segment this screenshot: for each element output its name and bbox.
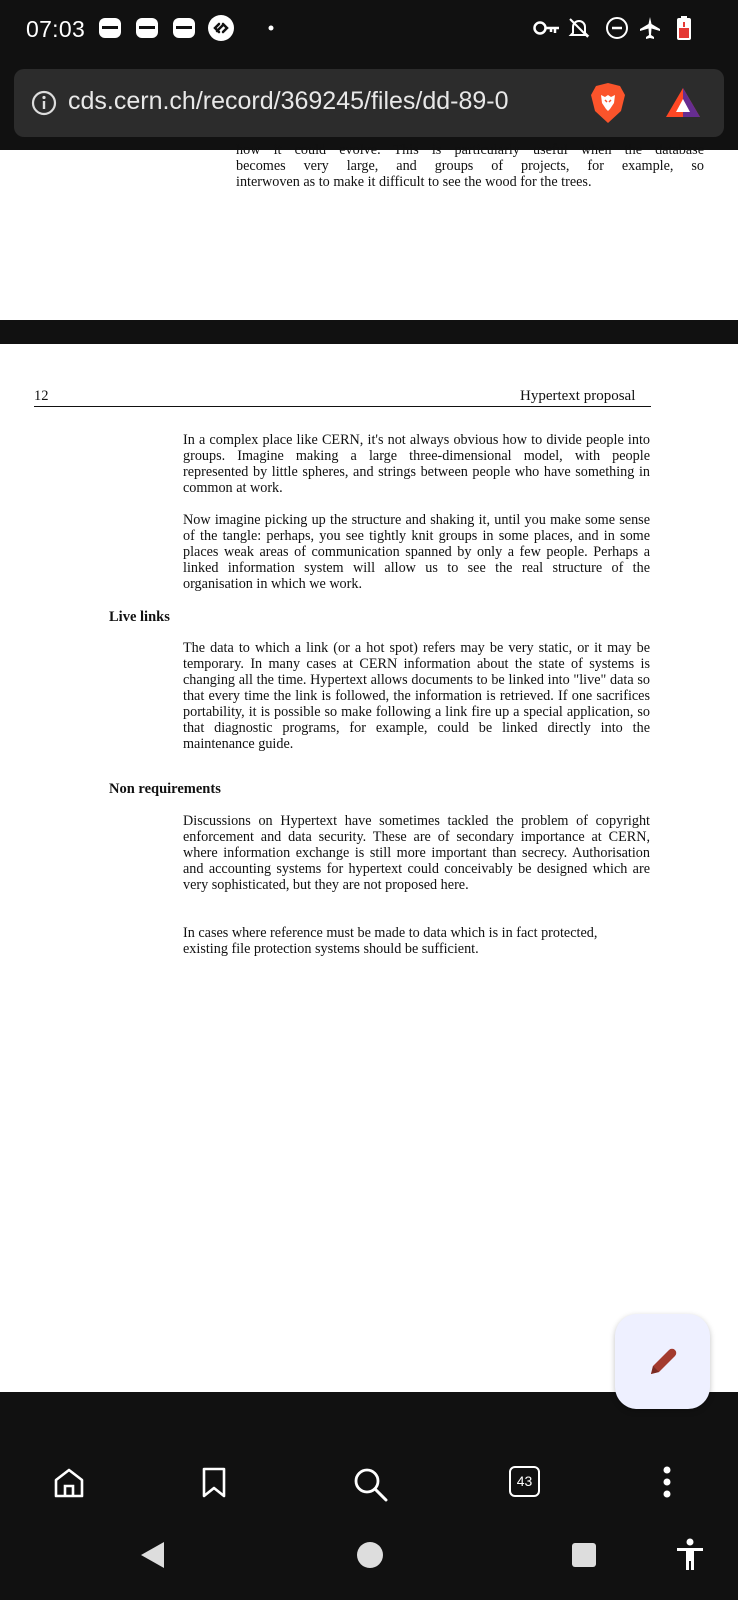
text-line: interwoven as to make it difficult to see the wood for the trees. <box>236 174 592 190</box>
section-heading-live-links: Live links <box>109 609 170 625</box>
bottom-bar <box>0 1436 738 1600</box>
info-icon[interactable] <box>31 90 57 116</box>
airplane-mode-icon <box>638 15 662 41</box>
notification-icon <box>98 17 122 39</box>
address-bar[interactable] <box>14 69 724 137</box>
header-rule <box>34 406 651 407</box>
status-bar <box>0 0 738 58</box>
dot-icon <box>268 24 274 32</box>
text-line: how it could evolve. This is particularly useful when the database <box>236 142 704 158</box>
home-icon[interactable] <box>52 1466 86 1500</box>
pdf-page <box>0 344 738 1392</box>
annotate-button[interactable] <box>615 1314 710 1409</box>
notification-icon <box>135 17 159 39</box>
notification-icon <box>172 17 196 39</box>
brave-shields-icon[interactable] <box>588 81 628 125</box>
do-not-disturb-icon <box>605 16 629 40</box>
paragraph: Now imagine picking up the structure and shaking it, until you make some sense of the tangle: perhaps, you see tightly knit groups in some places, and in some places weak areas of communication spanned by only a few people. Perhaps a linked information system will allow us to see the real structure of the organisation in which we work. <box>183 512 650 592</box>
section-heading-non-requirements: Non requirements <box>109 781 221 797</box>
brave-rewards-icon[interactable] <box>663 85 703 121</box>
paragraph: The data to which a link (or a hot spot) refers may be very static, or it may be temporary. In many cases at CERN information about the state of systems is changing all the time. Hypertext allows documents to be linked into "live" data so that every time the link is followed, the information is retrieved. If one sacrifices portability, it is possible so make following a link fire up a special application, so that diagnostic programs, for example, could be linked directly into the maintenance guide. <box>183 640 650 752</box>
pencil-icon <box>645 1344 681 1380</box>
more-options-icon[interactable] <box>660 1462 674 1502</box>
running-header: Hypertext proposal <box>520 388 636 404</box>
vpn-key-icon <box>533 20 561 36</box>
recents-nav-icon[interactable] <box>570 1541 598 1569</box>
home-nav-icon[interactable] <box>355 1540 385 1570</box>
pdf-page-previous <box>0 142 738 320</box>
shazam-icon <box>207 14 235 42</box>
page-number: 12 <box>34 388 49 404</box>
bookmark-icon[interactable] <box>200 1466 228 1500</box>
paragraph: Discussions on Hypertext have sometimes tackled the problem of copyright enforcement and data security. These are of secondary importance at CERN, where information exchange is still more important than secrecy. Authorisation and accounting systems for hypertext could conceivably be designed which are very sophisticated, but they are not proposed here. <box>183 813 650 893</box>
search-icon[interactable] <box>350 1464 390 1504</box>
text-line: becomes very large, and groups of projects, for example, so <box>236 158 704 174</box>
paragraph: In cases where reference must be made to data which is in fact protected, existing file protection systems should be sufficient. <box>183 925 598 957</box>
back-nav-icon[interactable] <box>138 1540 168 1570</box>
battery-icon <box>676 15 692 41</box>
paragraph: In a complex place like CERN, it's not always obvious how to divide people into groups. Imagine making a large three-dimensional model, with people represented by little spheres, and strings between people who have something in common at work. <box>183 432 650 496</box>
url-text[interactable]: cds.cern.ch/record/369245/files/dd-89-0 <box>68 87 509 115</box>
status-time: 07:03 <box>26 16 86 42</box>
accessibility-icon[interactable] <box>674 1538 706 1572</box>
tabs-button[interactable]: 43 <box>509 1466 540 1497</box>
notifications-off-icon <box>567 16 591 40</box>
